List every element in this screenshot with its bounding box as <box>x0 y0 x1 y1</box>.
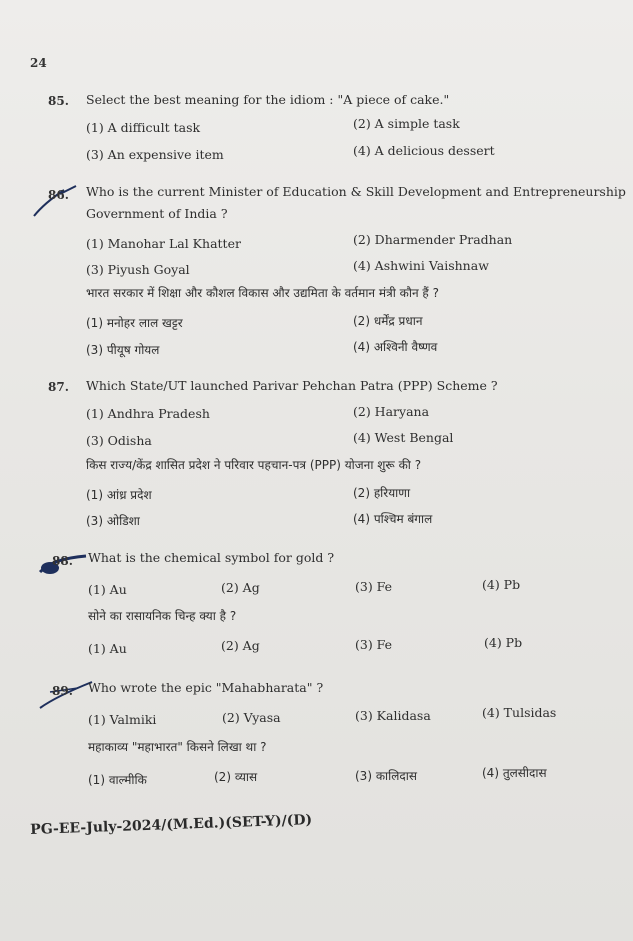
question-text-hindi: किस राज्य/केंद्र शासित प्रदेश ने परिवार पहचान-पत्र (PPP) योजना शुरू की ? <box>86 458 422 472</box>
option-hindi: (2) व्यास <box>214 770 258 784</box>
option: (4) Ashwini Vaishnaw <box>353 258 489 273</box>
question-text-hindi: महाकाव्य "महाभारत" किसने लिखा था ? <box>88 740 267 754</box>
question-text: Select the best meaning for the idiom : "A piece of cake." <box>86 92 450 107</box>
option: (1) Andhra Pradesh <box>86 406 210 421</box>
footer-code: PG-EE-July-2024/(M.Ed.)(SET-Y)/(D) <box>30 812 313 838</box>
option: (4) Tulsidas <box>482 705 557 720</box>
question-text-hindi: सोने का रासायनिक चिन्ह क्या है ? <box>88 609 237 623</box>
question-text: Who is the current Minister of Education & Skill Development and Entrepreneurship <box>86 184 626 199</box>
option-hindi: (2) धर्मेंद्र प्रधान <box>353 314 423 328</box>
option: (4) A delicious dessert <box>353 143 495 158</box>
option-hindi: (1) मनोहर लाल खट्टर <box>86 316 183 330</box>
option-hindi: (1) वाल्मीकि <box>88 773 147 787</box>
option-hindi: (2) हरियाणा <box>353 486 411 500</box>
option-hindi: (2) Ag <box>221 638 260 653</box>
option-hindi: (4) पश्चिम बंगाल <box>353 512 433 526</box>
option: (2) Vyasa <box>222 710 281 725</box>
question-number: 89. <box>52 684 73 698</box>
option-hindi: (1) आंध्र प्रदेश <box>86 488 152 502</box>
question-number: 88. <box>52 554 73 568</box>
option-hindi: (3) पीयूष गोयल <box>86 343 160 357</box>
option: (1) Au <box>88 582 127 597</box>
question-text: What is the chemical symbol for gold ? <box>88 550 335 565</box>
option: (3) Kalidasa <box>355 708 431 723</box>
option: (4) Pb <box>482 577 521 592</box>
option-hindi: (4) अश्विनी वैष्णव <box>353 340 438 354</box>
option: (3) An expensive item <box>86 147 224 162</box>
question-number: 87. <box>48 380 69 394</box>
option: (1) Manohar Lal Khatter <box>86 236 241 251</box>
option: (2) Ag <box>221 580 260 595</box>
question-number: 86. <box>48 188 69 202</box>
option: (2) Haryana <box>353 404 430 419</box>
question-text: Who wrote the epic "Mahabharata" ? <box>88 680 324 695</box>
option: (3) Piyush Goyal <box>86 262 190 277</box>
question-text: Which State/UT launched Parivar Pehchan Patra (PPP) Scheme ? <box>86 378 498 393</box>
question-text-hindi: भारत सरकार में शिक्षा और कौशल विकास और उद्यमिता के वर्तमान मंत्री कौन हैं ? <box>86 286 439 300</box>
option: (3) Odisha <box>86 433 152 448</box>
option: (1) A difficult task <box>86 120 201 135</box>
option-hindi: (4) तुलसीदास <box>482 766 547 780</box>
option-hindi: (4) Pb <box>484 635 523 650</box>
option-hindi: (1) Au <box>88 641 127 656</box>
option: (4) West Bengal <box>353 430 454 445</box>
option-hindi: (3) कालिदास <box>355 769 417 783</box>
option: (3) Fe <box>355 579 393 594</box>
option: (2) A simple task <box>353 116 460 131</box>
option-hindi: (3) Fe <box>355 637 393 652</box>
question-text: Government of India ? <box>86 206 228 221</box>
option-hindi: (3) ओडिशा <box>86 514 140 528</box>
page-number: 24 <box>30 56 47 70</box>
option: (1) Valmiki <box>88 712 157 727</box>
question-number: 85. <box>48 94 69 108</box>
option: (2) Dharmender Pradhan <box>353 232 513 247</box>
